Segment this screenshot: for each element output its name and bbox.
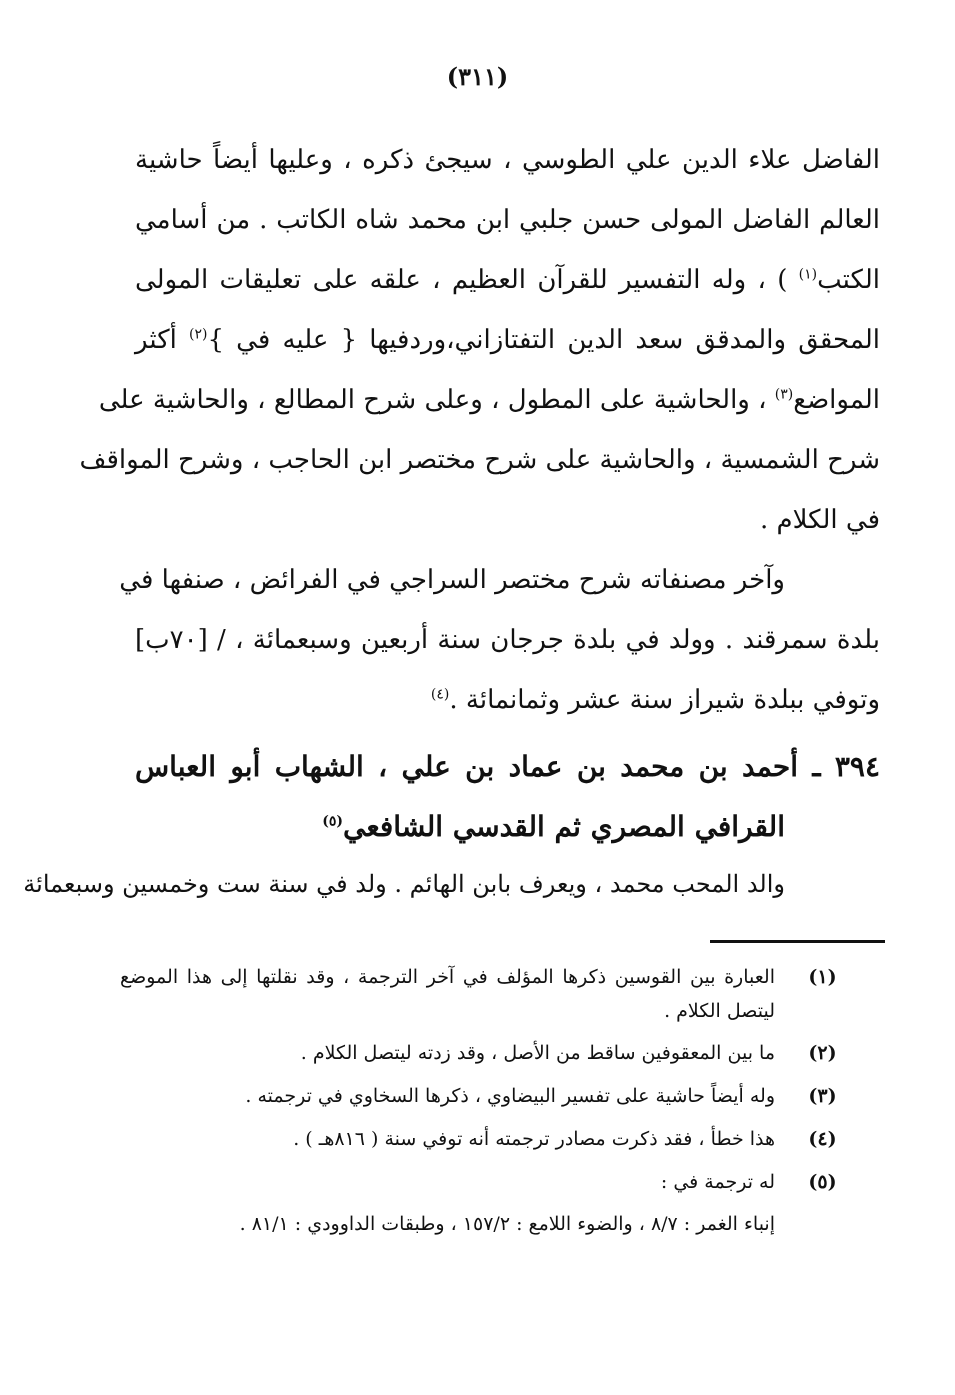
footnote-number: (٥) <box>808 1171 837 1193</box>
footnote-number: (٤) <box>808 1128 837 1150</box>
text-line-10 <box>135 670 880 730</box>
text-line-4-start: المحقق والمدقق سعد الدين التفتازاني،وردفيها { عليه في } <box>207 325 880 355</box>
footnote-marker-1: (١) <box>798 266 818 283</box>
footnote-2 <box>120 1032 860 1075</box>
footnote-separator <box>710 940 885 943</box>
text-line-3 <box>135 250 880 310</box>
entry-heading-line-2 <box>135 799 880 855</box>
text-line-3-rest: ) ، وله التفسير للقرآن العظيم ، علقه على تعليقات المولى <box>135 265 799 295</box>
footnote-text: له ترجمة في : <box>660 1171 775 1193</box>
entry-heading-line-2-text: القرافي المصري ثم القدسي الشافعي <box>342 810 785 843</box>
text-line-6: شرح الشمسية ، والحاشية على شرح مختصر ابن الحاجب ، وشرح المواقف <box>79 445 880 475</box>
footnote-marker-2: (٢) <box>188 326 208 343</box>
footnote-text: العبارة بين القوسين ذكرها المؤلف في آخر الترجمة ، وقد نقلتها إلى هذا الموضع ليتصل الكلام . <box>120 966 775 1022</box>
main-text <box>79 130 880 730</box>
footnote-marker-4: (٤) <box>430 686 450 703</box>
footnote-number: (٣) <box>808 1085 837 1107</box>
text-line-8: وآخر مصنفاته شرح مختصر السراجي في الفرائض ، صنفها في <box>119 565 785 595</box>
footnote-1 <box>120 960 860 1032</box>
page-number: (٣١١) <box>446 62 509 91</box>
biography-entry <box>23 735 880 913</box>
footnote-number: (٢) <box>808 1042 837 1064</box>
footnote-text: هذا خطأ ، فقد ذكرت مصادر ترجمته أنه توفي سنة ( ٨١٦هـ ) . <box>293 1128 775 1150</box>
footnotes <box>120 960 860 1244</box>
entry-heading-line-1: ٣٩٤ ـ أحمد بن محمد بن عماد بن علي ، الشهاب أبو العباس <box>135 750 880 783</box>
footnote-marker-3: (٣) <box>774 386 794 403</box>
footnote-3 <box>120 1075 860 1118</box>
text-line-5-rest: ، والحاشية على المطول ، وعلى شرح المطالع ، والحاشية على <box>98 385 775 415</box>
text-line-3-start: الكتب <box>817 265 880 295</box>
footnote-marker-5: (٥) <box>322 813 343 830</box>
footnote-5 <box>120 1161 860 1204</box>
footnote-5-sources: إنباء الغمر : ٨/٧ ، والضوء اللامع : ١٥٧/٢ ، وطبقات الداوودي : ٨١/١ . <box>239 1213 775 1235</box>
text-line-9: بلدة سمرقند . وولد في بلدة جرجان سنة أربعين وسبعمائة ، / [٧٠ب] <box>135 625 880 655</box>
footnote-text: وله أيضاً حاشية على تفسير البيضاوي ، ذكرها السخاوي في ترجمته . <box>245 1085 775 1107</box>
text-line-10-text: وتوفي ببلدة شيراز سنة عشر وثمانمائة . <box>449 685 880 715</box>
text-line-7: في الكلام . <box>759 505 880 535</box>
text-line-4 <box>135 310 880 370</box>
text-line-5-start: المواضع <box>793 385 880 415</box>
entry-body-line: والد المحب محمد ، ويعرف بابن الهائم . ولد في سنة ست وخمسين وسبعمائة <box>23 870 785 898</box>
text-line-5 <box>98 370 880 430</box>
footnote-text: ما بين المعقوفين ساقط من الأصل ، وقد زدته ليتصل الكلام . <box>300 1042 775 1064</box>
text-line-1: الفاضل علاء الدين علي الطوسي ، سيجئ ذكره ، وعليها أيضاً حاشية <box>135 145 880 175</box>
footnote-number: (١) <box>808 966 837 988</box>
text-line-4-rest: أكثر <box>135 325 189 355</box>
text-line-2: العالم الفاضل المولى حسن جلبي ابن محمد شاه الكاتب . من أسامي <box>135 205 880 235</box>
footnote-4 <box>120 1118 860 1161</box>
